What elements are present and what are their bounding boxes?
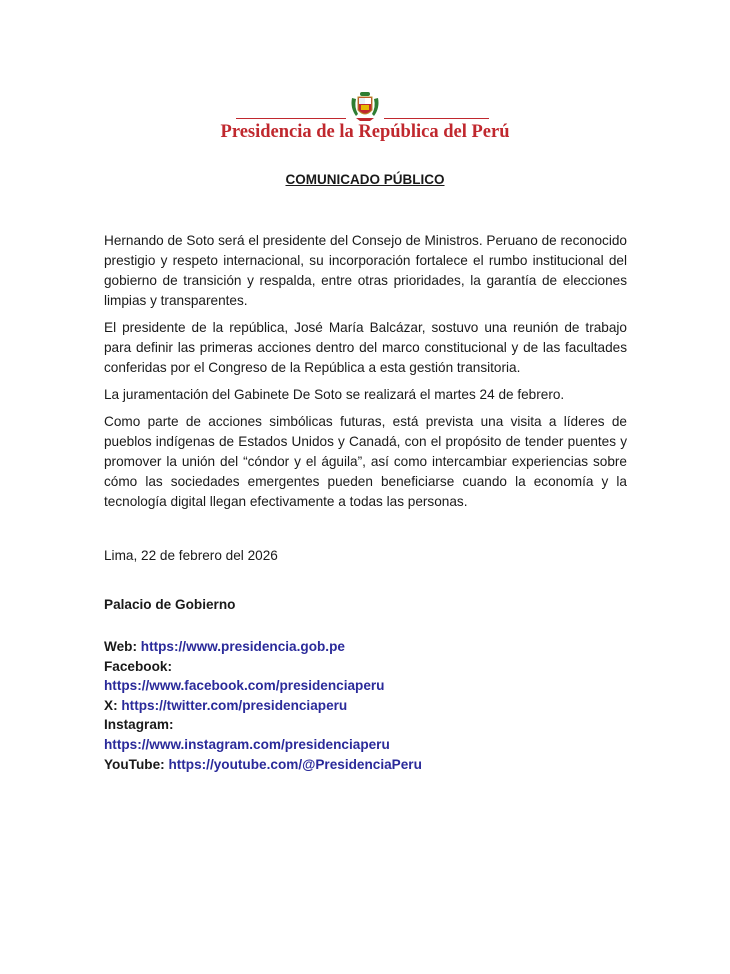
facebook-label: Facebook:: [104, 658, 172, 674]
web-label: Web:: [104, 639, 137, 654]
organization-name: Presidencia de la República del Perú: [220, 122, 510, 142]
web-link[interactable]: https://www.presidencia.gob.pe: [140, 639, 345, 654]
contact-links: [104, 637, 422, 774]
paragraph: Hernando de Soto será el presidente del Consejo de Ministros. Peruano de reconocido prestigio y respeto internacional, su incorporación fortalece el rumbo institucional del gobierno de transición y respalda, entre otras prioridades, la garantía de elecciones limpias y transparentes.: [104, 233, 627, 308]
document-body: [104, 231, 627, 519]
paragraph: Como parte de acciones simbólicas futuras, está prevista una visita a líderes de pueblos indígenas de Estados Unidos y Canadá, con el propósito de tender puentes y promover la unión del “cóndor y el águila”, así como intercambiar experiencias sobre cómo las sociedades emergentes pueden beneficiarse cuando la economía y la tecnología digital llegan efectivamente a todas las personas.: [104, 414, 627, 509]
place-date: Lima, 22 de febrero del 2026: [104, 548, 278, 563]
instagram-label: Instagram:: [104, 717, 174, 733]
signature: Palacio de Gobierno: [104, 597, 236, 612]
header-rule-left: [236, 118, 346, 119]
x-label: X:: [104, 697, 118, 713]
header-rule-right: [384, 118, 489, 119]
facebook-link[interactable]: https://www.facebook.com/presidenciaperu: [104, 678, 385, 694]
youtube-label: YouTube:: [104, 756, 165, 772]
youtube-link[interactable]: https://youtube.com/@PresidenciaPeru: [168, 756, 422, 772]
coat-of-arms-icon: [348, 90, 382, 124]
instagram-link[interactable]: https://www.instagram.com/presidenciaperu: [104, 736, 390, 752]
paragraph: La juramentación del Gabinete De Soto se realizará el martes 24 de febrero.: [104, 387, 565, 402]
x-link[interactable]: https://twitter.com/presidenciaperu: [121, 697, 348, 713]
document-title: COMUNICADO PÚBLICO: [285, 172, 445, 187]
paragraph: El presidente de la república, José María Balcázar, sostuvo una reunión de trabajo para definir las primeras acciones dentro del marco constitucional y de las facultades conferidas por el Congreso de la República a esta gestión transitoria.: [104, 320, 627, 375]
